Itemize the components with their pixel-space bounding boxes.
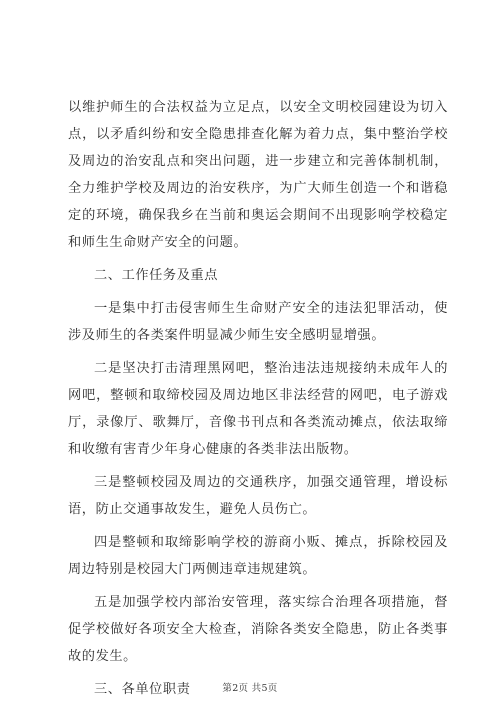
- intro-paragraph: 以维护师生的合法权益为立足点，以安全文明校园建设为切入点，以矛盾纠纷和安全隐患排查化解为着力点，集中整治学校及周边的治安乱点和突出问题，进一步建立和完善体制机制，全力维护学校及周边的治安秩序，为广大师生创造一个和谐稳定的环境，确保我乡在当前和奥运会期间不出现影响学校稳定和师生生命财产安全的问题。: [68, 100, 448, 250]
- task-item-1: 一是集中打击侵害师生生命财产安全的违法犯罪活动，使涉及师生的各类案件明显减少师生安全感明显增强。: [68, 301, 448, 343]
- task-item-2: 二是坚决打击清理黑网吧，整治违法违规接纳未成年人的网吧，整顿和取缔校园及周边地区非法经营的网吧，电子游戏厅，录像厅、歌舞厅，音像书刊点和各类流动摊点，依法取缔和收缴有害青少年身心健康的各类非法出版物。: [68, 361, 448, 457]
- task-item-4: 四是整顿和取缔影响学校的游商小贩、摊点，拆除校园及周边特别是校园大门两侧违章违规建筑。: [68, 535, 448, 577]
- section-heading-responsibilities: 三、各单位职责: [94, 682, 191, 697]
- task-item-3: 三是整顿校园及周边的交通秩序，加强交通管理，增设标语，防止交通事故发生，避免人员伤亡。: [68, 475, 448, 517]
- task-item-5: 五是加强学校内部治安管理，落实综合治理各项措施，督促学校做好各项安全大检查，消除各类安全隐患，防止各类事故的发生。: [68, 595, 448, 664]
- document-body: [68, 94, 448, 703]
- page-number-footer: 第2页 共5页: [222, 683, 278, 694]
- section-heading-tasks: 二、工作任务及重点: [94, 268, 219, 283]
